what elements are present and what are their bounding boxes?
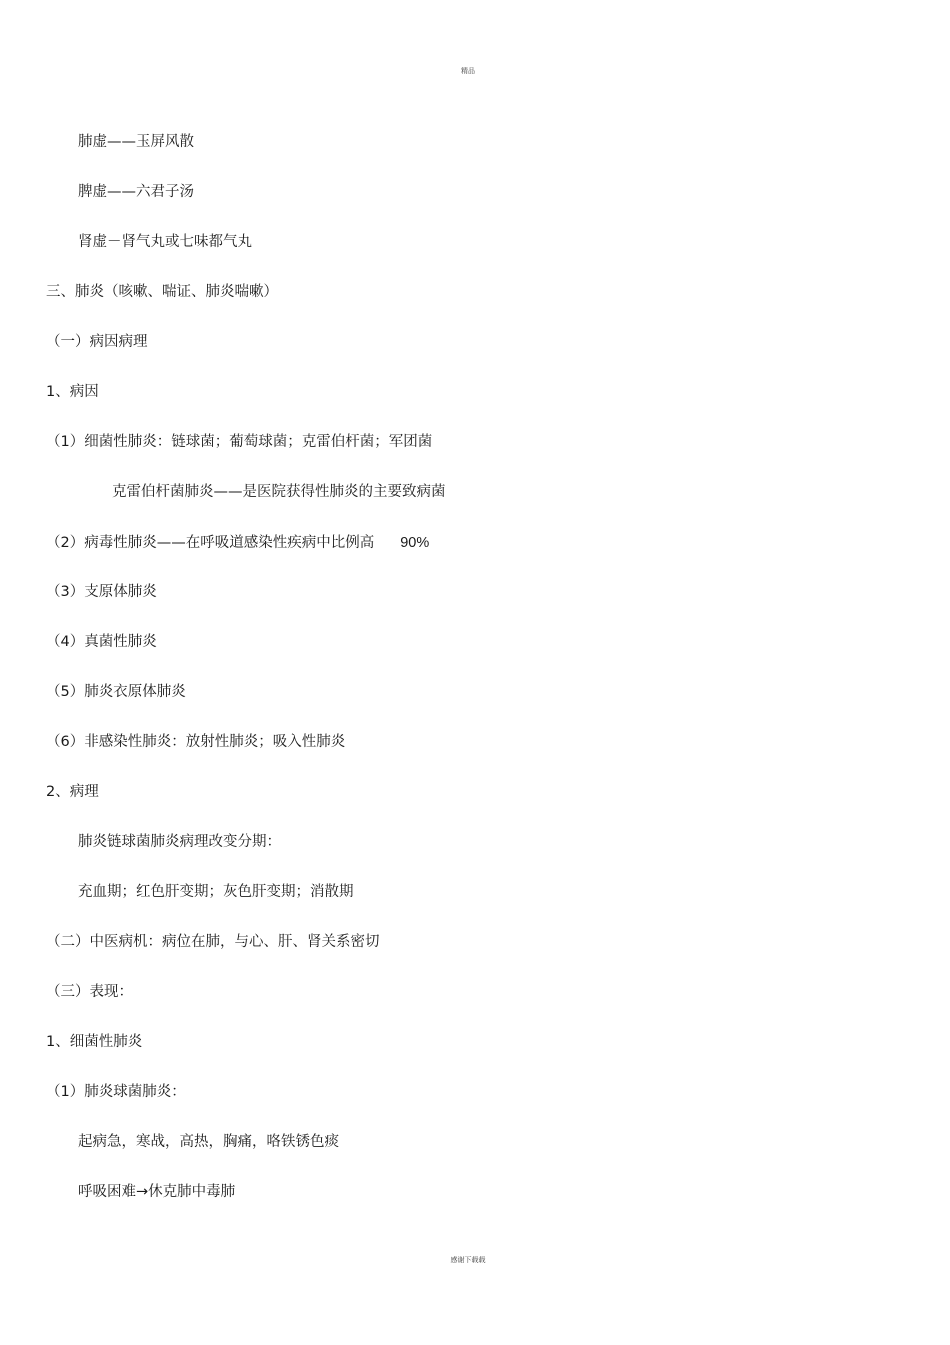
page-header-mark: 精品 (461, 67, 475, 75)
item-heading-cause: 1、病因 (46, 384, 99, 400)
viral-text: （2）病毒性肺炎——在呼吸道感染性疾病中比例高 (46, 535, 375, 551)
section-heading-pneumonia: 三、肺炎（咳嗽、喘证、肺炎喘嗽） (46, 284, 278, 300)
item-heading-pathology: 2、病理 (46, 784, 99, 800)
text-line-complications: 呼吸困难→休克肺中毒肺 (78, 1184, 236, 1200)
text-line-klebsiella: 克雷伯杆菌肺炎——是医院获得性肺炎的主要致病菌 (112, 484, 446, 500)
text-line-symptoms: 起病急，寒战，高热，胸痛，咯铁锈色痰 (78, 1134, 339, 1150)
text-line-spleen-deficiency: 脾虚——六君子汤 (78, 184, 194, 200)
viral-percentage: 90% (400, 535, 430, 551)
item-heading-bacterial: 1、细菌性肺炎 (46, 1034, 143, 1050)
text-line-chlamydia: （5）肺炎衣原体肺炎 (46, 684, 186, 700)
text-line-lung-deficiency: 肺虚——玉屏风散 (78, 134, 194, 150)
text-line-viral (46, 534, 429, 552)
text-line-pneumococcal: （1）肺炎球菌肺炎： (46, 1084, 186, 1100)
subsection-heading-manifestation: （三）表现： (46, 984, 133, 1000)
text-line-mycoplasma: （3）支原体肺炎 (46, 584, 157, 600)
page-footer-mark: 感谢下载载 (450, 1256, 486, 1264)
subsection-heading-tcm: （二）中医病机：病位在肺，与心、肝、肾关系密切 (46, 934, 380, 950)
subsection-heading-etiology: （一）病因病理 (46, 334, 148, 350)
text-line-bacterial: （1）细菌性肺炎：链球菌；葡萄球菌；克雷伯杆菌；军团菌 (46, 434, 433, 450)
text-line-noninfectious: （6）非感染性肺炎：放射性肺炎；吸入性肺炎 (46, 734, 346, 750)
text-line-kidney-deficiency: 肾虚－肾气丸或七味都气丸 (78, 234, 252, 250)
text-line-pathology-stages: 充血期；红色肝变期；灰色肝变期；消散期 (78, 884, 354, 900)
text-line-pathology-stages-title: 肺炎链球菌肺炎病理改变分期： (78, 834, 281, 850)
text-line-fungal: （4）真菌性肺炎 (46, 634, 157, 650)
